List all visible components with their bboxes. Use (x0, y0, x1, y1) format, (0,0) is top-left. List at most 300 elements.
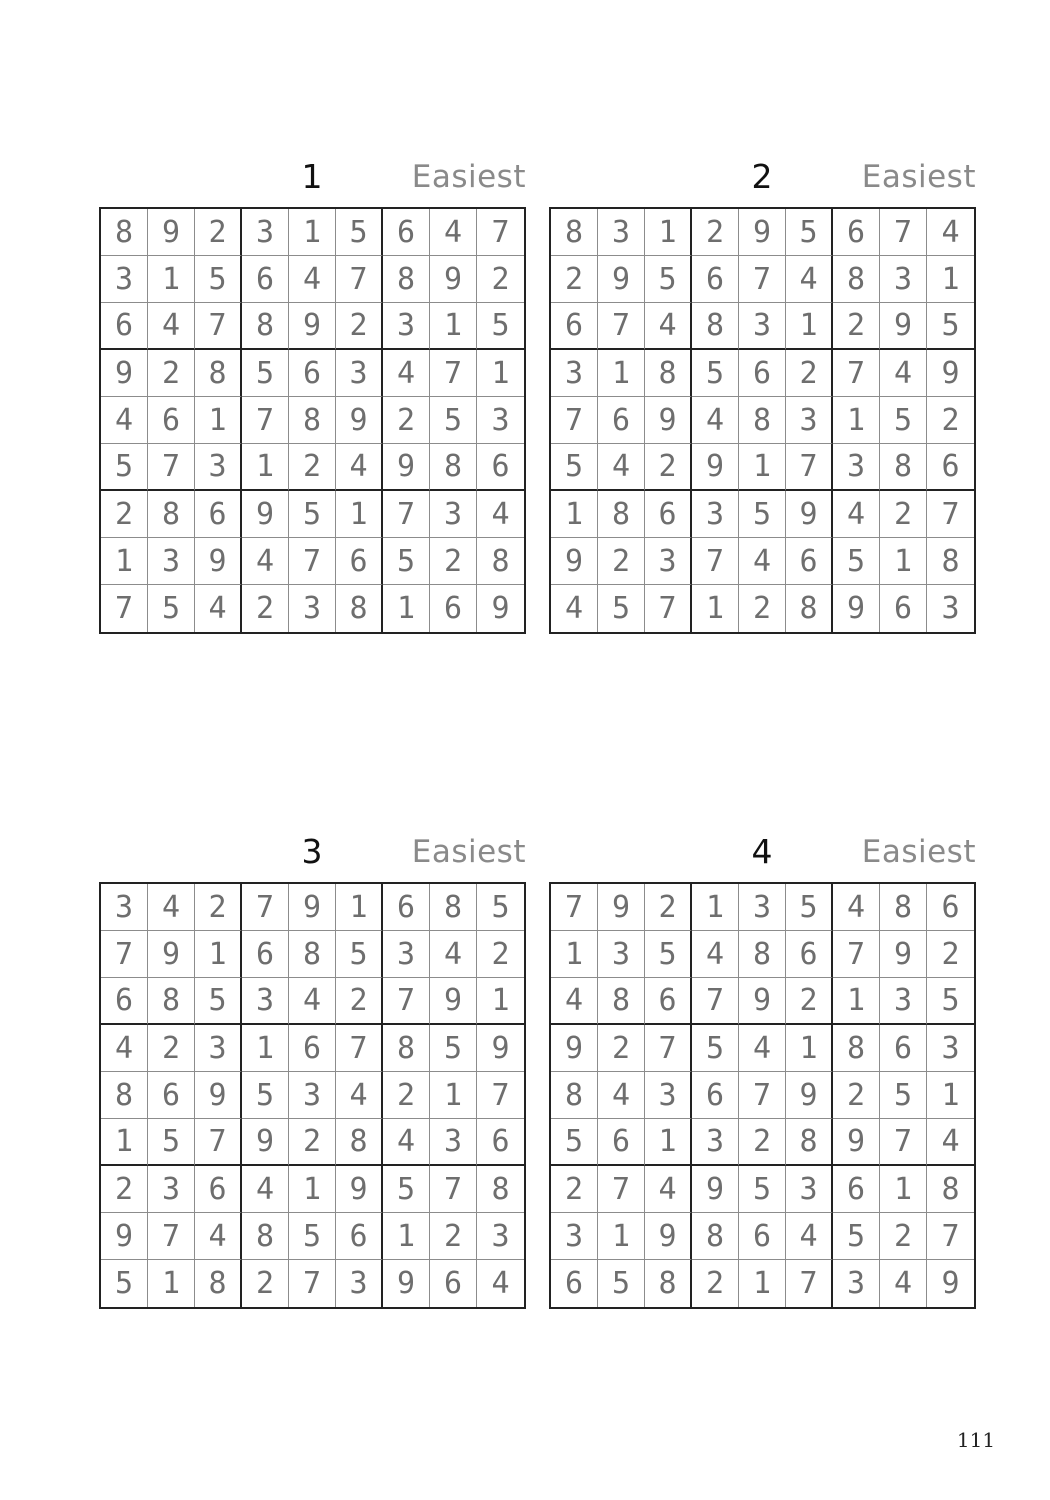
grid-cell: 6 (645, 491, 692, 538)
grid-cell: 9 (739, 978, 786, 1025)
grid-cell: 1 (383, 1213, 430, 1260)
grid-cell: 7 (430, 350, 477, 397)
grid-cell: 5 (430, 1025, 477, 1072)
grid-cell: 5 (645, 931, 692, 978)
grid-cell: 9 (148, 931, 195, 978)
grid-cell: 5 (195, 256, 242, 303)
puzzle-header (549, 157, 976, 201)
grid-cell: 1 (880, 538, 927, 585)
sudoku-grid (549, 882, 976, 1309)
grid-cell: 5 (430, 397, 477, 444)
grid-cell: 6 (927, 444, 974, 491)
grid-cell: 8 (289, 397, 336, 444)
grid-cell: 6 (336, 538, 383, 585)
grid-cell: 7 (242, 397, 289, 444)
grid-cell: 9 (880, 931, 927, 978)
grid-cell: 4 (383, 350, 430, 397)
grid-cell: 3 (336, 350, 383, 397)
grid-cell: 9 (477, 1025, 524, 1072)
grid-cell: 5 (786, 884, 833, 931)
difficulty-label: Easiest (861, 159, 976, 195)
grid-cell: 2 (383, 1072, 430, 1119)
grid-cell: 2 (551, 1166, 598, 1213)
grid-cell: 3 (242, 209, 289, 256)
grid-cell: 1 (430, 303, 477, 350)
grid-cell: 1 (383, 585, 430, 632)
grid-cell: 7 (101, 931, 148, 978)
grid-cell: 7 (336, 256, 383, 303)
grid-cell: 7 (645, 1025, 692, 1072)
grid-cell: 9 (289, 884, 336, 931)
grid-cell: 3 (383, 303, 430, 350)
grid-cell: 8 (692, 1213, 739, 1260)
grid-cell: 2 (645, 444, 692, 491)
grid-cell: 1 (242, 444, 289, 491)
grid-cell: 9 (598, 256, 645, 303)
grid-cell: 7 (598, 303, 645, 350)
grid-cell: 9 (383, 1260, 430, 1307)
grid-cell: 1 (833, 978, 880, 1025)
grid-cell: 6 (477, 444, 524, 491)
grid-cell: 9 (645, 397, 692, 444)
grid-cell: 9 (551, 1025, 598, 1072)
grid-cell: 6 (739, 350, 786, 397)
grid-cell: 3 (941, 591, 960, 626)
grid-cell: 4 (598, 1072, 645, 1119)
grid-cell: 4 (927, 209, 974, 256)
grid-cell: 9 (491, 591, 510, 626)
grid-cell: 2 (786, 978, 833, 1025)
grid-cell: 3 (551, 1213, 598, 1260)
grid-cell: 7 (289, 1260, 336, 1307)
grid-cell: 2 (551, 256, 598, 303)
grid-cell: 1 (551, 491, 598, 538)
page-number: 111 (956, 1428, 996, 1452)
grid-cell: 4 (739, 538, 786, 585)
grid-cell: 7 (551, 884, 598, 931)
grid-cell: 6 (692, 1072, 739, 1119)
grid-cell: 7 (786, 1260, 833, 1307)
grid-cell: 9 (101, 350, 148, 397)
grid-cell: 4 (289, 978, 336, 1025)
grid-cell: 3 (289, 1072, 336, 1119)
grid-cell: 6 (833, 209, 880, 256)
grid-cell: 3 (289, 585, 336, 632)
grid-cell: 1 (880, 1166, 927, 1213)
grid-cell: 9 (739, 209, 786, 256)
puzzle-1 (99, 157, 526, 626)
grid-cell: 9 (551, 538, 598, 585)
grid-cell: 2 (833, 1072, 880, 1119)
grid-cell: 3 (645, 1072, 692, 1119)
grid-cell: 2 (101, 1166, 148, 1213)
grid-cell: 4 (645, 303, 692, 350)
grid-cell: 4 (430, 931, 477, 978)
grid-cell: 5 (551, 444, 598, 491)
grid-cell: 5 (598, 585, 645, 632)
grid-cell: 2 (927, 397, 974, 444)
grid-cell: 8 (739, 931, 786, 978)
grid-cell: 5 (739, 1166, 786, 1213)
grid-cell: 7 (383, 491, 430, 538)
grid-cell: 1 (477, 978, 524, 1025)
grid-cell: 6 (739, 1213, 786, 1260)
grid-cell: 3 (692, 1119, 739, 1166)
grid-cell: 5 (477, 303, 524, 350)
puzzle-number: 2 (751, 157, 773, 196)
difficulty-label: Easiest (411, 159, 526, 195)
grid-cell: 5 (833, 538, 880, 585)
grid-cell: 7 (551, 397, 598, 444)
grid-cell: 9 (833, 1119, 880, 1166)
grid-cell: 2 (598, 538, 645, 585)
grid-cell: 2 (739, 585, 786, 632)
grid-cell: 2 (645, 884, 692, 931)
grid-cell: 2 (692, 209, 739, 256)
grid-cell: 1 (195, 931, 242, 978)
grid-cell: 7 (336, 1025, 383, 1072)
grid-cell: 2 (430, 538, 477, 585)
grid-cell: 2 (692, 1260, 739, 1307)
grid-cell: 6 (598, 397, 645, 444)
grid-cell: 1 (598, 1213, 645, 1260)
grid-cell: 3 (692, 491, 739, 538)
grid-cell: 7 (289, 538, 336, 585)
grid-cell: 9 (786, 491, 833, 538)
sudoku-grid (549, 207, 976, 634)
grid-cell: 1 (336, 884, 383, 931)
puzzle-header (549, 832, 976, 876)
grid-cell: 3 (242, 978, 289, 1025)
grid-cell: 5 (692, 1025, 739, 1072)
grid-cell: 9 (598, 884, 645, 931)
grid-cell: 6 (336, 1213, 383, 1260)
grid-cell: 7 (880, 1119, 927, 1166)
grid-cell: 6 (242, 931, 289, 978)
grid-cell: 4 (477, 491, 524, 538)
grid-cell: 8 (430, 444, 477, 491)
grid-cell: 5 (195, 978, 242, 1025)
grid-cell: 2 (477, 931, 524, 978)
grid-cell: 9 (941, 1266, 960, 1301)
grid-cell: 9 (289, 303, 336, 350)
grid-cell: 4 (242, 538, 289, 585)
grid-cell: 1 (289, 1166, 336, 1213)
grid-cell: 8 (833, 256, 880, 303)
grid-cell: 6 (927, 884, 974, 931)
grid-cell: 6 (101, 303, 148, 350)
grid-cell: 5 (383, 1166, 430, 1213)
grid-cell: 4 (242, 1166, 289, 1213)
grid-cell: 4 (491, 1266, 510, 1301)
grid-cell: 1 (148, 256, 195, 303)
grid-cell: 3 (430, 1119, 477, 1166)
grid-cell: 9 (336, 397, 383, 444)
grid-cell: 9 (645, 1213, 692, 1260)
grid-cell: 6 (645, 978, 692, 1025)
grid-cell: 7 (927, 491, 974, 538)
grid-cell: 4 (880, 350, 927, 397)
grid-cell: 1 (242, 1025, 289, 1072)
grid-cell: 2 (430, 1213, 477, 1260)
grid-cell: 4 (101, 397, 148, 444)
grid-cell: 7 (739, 1072, 786, 1119)
grid-cell: 4 (645, 1166, 692, 1213)
grid-cell: 3 (739, 303, 786, 350)
grid-cell: 9 (336, 1166, 383, 1213)
grid-cell: 3 (739, 884, 786, 931)
grid-cell: 6 (598, 1119, 645, 1166)
grid-cell: 2 (739, 1119, 786, 1166)
grid-cell: 3 (477, 1213, 524, 1260)
grid-cell: 2 (148, 350, 195, 397)
grid-cell: 2 (477, 256, 524, 303)
grid-cell: 8 (242, 303, 289, 350)
grid-cell: 4 (195, 1213, 242, 1260)
grid-cell: 5 (289, 1213, 336, 1260)
grid-cell: 6 (383, 884, 430, 931)
sudoku-grid (99, 207, 526, 634)
puzzle-2 (549, 157, 976, 626)
grid-cell: 6 (880, 1025, 927, 1072)
grid-cell: 4 (692, 931, 739, 978)
puzzle-4 (549, 832, 976, 1301)
grid-cell: 9 (242, 1119, 289, 1166)
grid-cell: 6 (195, 1166, 242, 1213)
grid-cell: 9 (927, 350, 974, 397)
grid-cell: 6 (101, 978, 148, 1025)
grid-cell: 7 (383, 978, 430, 1025)
grid-cell: 4 (551, 585, 598, 632)
grid-cell: 1 (148, 1260, 195, 1307)
grid-cell: 8 (880, 444, 927, 491)
grid-cell: 1 (786, 303, 833, 350)
grid-cell: 8 (101, 209, 148, 256)
grid-cell: 2 (289, 444, 336, 491)
grid-cell: 5 (383, 538, 430, 585)
puzzle-3 (99, 832, 526, 1301)
grid-cell: 1 (336, 491, 383, 538)
grid-cell: 7 (880, 209, 927, 256)
grid-cell: 9 (833, 585, 880, 632)
grid-cell: 6 (242, 256, 289, 303)
grid-cell: 5 (148, 1119, 195, 1166)
grid-cell: 6 (430, 585, 477, 632)
grid-cell: 6 (551, 1260, 598, 1307)
grid-cell: 7 (195, 1119, 242, 1166)
grid-cell: 8 (242, 1213, 289, 1260)
grid-cell: 7 (477, 1072, 524, 1119)
grid-cell: 3 (336, 1260, 383, 1307)
grid-cell: 5 (477, 884, 524, 931)
grid-cell: 8 (148, 978, 195, 1025)
grid-cell: 5 (645, 256, 692, 303)
grid-cell: 2 (383, 397, 430, 444)
grid-cell: 2 (289, 1119, 336, 1166)
grid-cell: 7 (645, 585, 692, 632)
grid-cell: 9 (242, 491, 289, 538)
grid-cell: 1 (101, 538, 148, 585)
grid-cell: 1 (927, 256, 974, 303)
grid-cell: 5 (598, 1260, 645, 1307)
grid-cell: 9 (101, 1213, 148, 1260)
grid-cell: 7 (833, 931, 880, 978)
grid-cell: 7 (598, 1166, 645, 1213)
grid-cell: 3 (927, 1025, 974, 1072)
grid-cell: 1 (477, 350, 524, 397)
grid-cell: 6 (148, 1072, 195, 1119)
grid-cell: 7 (195, 303, 242, 350)
grid-cell: 3 (148, 538, 195, 585)
grid-cell: 1 (786, 1025, 833, 1072)
grid-cell: 6 (551, 303, 598, 350)
grid-cell: 6 (833, 1166, 880, 1213)
grid-cell: 2 (101, 491, 148, 538)
grid-cell: 4 (336, 444, 383, 491)
grid-cell: 3 (551, 350, 598, 397)
grid-cell: 8 (195, 350, 242, 397)
grid-cell: 9 (430, 978, 477, 1025)
grid-cell: 2 (336, 303, 383, 350)
grid-cell: 5 (880, 1072, 927, 1119)
grid-cell: 2 (336, 978, 383, 1025)
grid-cell: 1 (833, 397, 880, 444)
grid-cell: 4 (927, 1119, 974, 1166)
grid-cell: 6 (880, 585, 927, 632)
grid-cell: 5 (692, 350, 739, 397)
grid-cell: 3 (645, 538, 692, 585)
grid-cell: 6 (786, 538, 833, 585)
grid-cell: 5 (880, 397, 927, 444)
grid-cell: 4 (598, 444, 645, 491)
grid-cell: 8 (148, 491, 195, 538)
grid-cell: 5 (289, 491, 336, 538)
grid-cell: 9 (148, 209, 195, 256)
grid-cell: 8 (336, 585, 383, 632)
grid-cell: 2 (148, 1025, 195, 1072)
grid-cell: 4 (148, 884, 195, 931)
sudoku-grid (99, 882, 526, 1309)
grid-cell: 7 (148, 1213, 195, 1260)
grid-cell: 9 (880, 303, 927, 350)
grid-cell: 1 (598, 350, 645, 397)
grid-cell: 3 (786, 1166, 833, 1213)
grid-cell: 8 (786, 1119, 833, 1166)
grid-cell: 9 (430, 256, 477, 303)
grid-cell: 5 (786, 209, 833, 256)
grid-cell: 8 (336, 1119, 383, 1166)
grid-cell: 1 (739, 1260, 786, 1307)
grid-cell: 9 (383, 444, 430, 491)
grid-cell: 7 (148, 444, 195, 491)
grid-cell: 9 (786, 1072, 833, 1119)
grid-cell: 2 (195, 209, 242, 256)
grid-cell: 5 (101, 1260, 148, 1307)
grid-cell: 9 (195, 1072, 242, 1119)
grid-cell: 1 (289, 209, 336, 256)
grid-cell: 4 (101, 1025, 148, 1072)
grid-cell: 8 (692, 303, 739, 350)
grid-cell: 3 (880, 978, 927, 1025)
grid-cell: 8 (430, 884, 477, 931)
grid-cell: 4 (289, 256, 336, 303)
grid-cell: 1 (692, 884, 739, 931)
grid-cell: 3 (880, 256, 927, 303)
grid-cell: 4 (833, 884, 880, 931)
grid-cell: 5 (833, 1213, 880, 1260)
grid-cell: 4 (195, 585, 242, 632)
grid-cell: 6 (692, 256, 739, 303)
grid-cell: 4 (383, 1119, 430, 1166)
grid-cell: 7 (101, 585, 148, 632)
grid-cell: 8 (927, 1166, 974, 1213)
grid-cell: 3 (833, 1260, 880, 1307)
grid-cell: 8 (195, 1260, 242, 1307)
grid-cell: 3 (598, 931, 645, 978)
grid-cell: 8 (551, 209, 598, 256)
grid-cell: 2 (927, 931, 974, 978)
grid-cell: 5 (101, 444, 148, 491)
grid-cell: 6 (195, 491, 242, 538)
puzzle-number: 4 (751, 832, 773, 871)
grid-cell: 8 (786, 585, 833, 632)
grid-cell: 1 (101, 1119, 148, 1166)
grid-cell: 8 (598, 978, 645, 1025)
grid-cell: 1 (551, 931, 598, 978)
grid-cell: 5 (242, 1072, 289, 1119)
grid-cell: 2 (242, 1260, 289, 1307)
grid-cell: 8 (598, 491, 645, 538)
grid-cell: 4 (786, 1213, 833, 1260)
grid-cell: 6 (786, 931, 833, 978)
grid-cell: 8 (551, 1072, 598, 1119)
grid-cell: 7 (833, 350, 880, 397)
grid-cell: 4 (430, 209, 477, 256)
grid-cell: 5 (336, 931, 383, 978)
puzzle-header (99, 832, 526, 876)
grid-cell: 8 (477, 1166, 524, 1213)
grid-cell: 9 (692, 1166, 739, 1213)
grid-cell: 3 (430, 491, 477, 538)
grid-cell: 6 (289, 350, 336, 397)
difficulty-label: Easiest (411, 834, 526, 870)
grid-cell: 5 (927, 303, 974, 350)
grid-cell: 2 (880, 1213, 927, 1260)
grid-cell: 4 (833, 491, 880, 538)
grid-cell: 4 (786, 256, 833, 303)
grid-cell: 1 (927, 1072, 974, 1119)
grid-cell: 7 (927, 1213, 974, 1260)
grid-cell: 5 (927, 978, 974, 1025)
grid-cell: 8 (383, 256, 430, 303)
grid-cell: 7 (242, 884, 289, 931)
grid-cell: 3 (477, 397, 524, 444)
puzzle-number: 1 (301, 157, 323, 196)
grid-cell: 7 (692, 978, 739, 1025)
grid-cell: 3 (195, 1025, 242, 1072)
grid-cell: 6 (477, 1119, 524, 1166)
grid-cell: 6 (430, 1260, 477, 1307)
grid-cell: 9 (195, 538, 242, 585)
grid-cell: 1 (430, 1072, 477, 1119)
grid-cell: 1 (645, 1119, 692, 1166)
grid-cell: 5 (148, 585, 195, 632)
grid-cell: 5 (242, 350, 289, 397)
grid-cell: 7 (786, 444, 833, 491)
grid-cell: 3 (195, 444, 242, 491)
grid-cell: 4 (880, 1260, 927, 1307)
grid-cell: 3 (833, 444, 880, 491)
